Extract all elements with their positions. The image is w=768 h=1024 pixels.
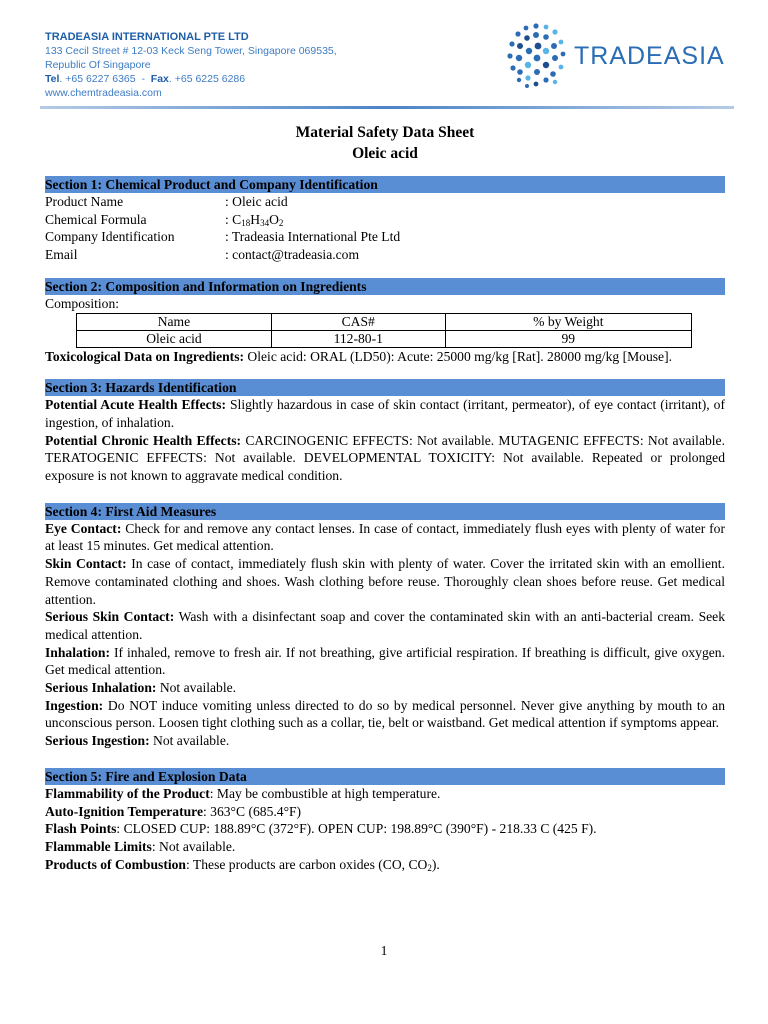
products-sub: 2	[427, 862, 432, 873]
fax-label: Fax	[150, 73, 169, 85]
acute-effects	[45, 396, 725, 431]
row-label: Product Name	[45, 194, 124, 209]
ingestion	[45, 697, 725, 732]
row-value: : contact@tradeasia.com	[225, 247, 360, 263]
flammable-limits-label: Flammable Limits	[45, 838, 152, 854]
tel-label: Tel	[45, 73, 60, 85]
inhalation-text: If inhaled, remove to fresh air. If not breathing, give artificial respiration. If breathing is difficult, give oxygen. Get medical attention.	[45, 644, 725, 678]
acute-label: Potential Acute Health Effects:	[45, 397, 227, 413]
inhalation-label: Inhalation:	[45, 644, 110, 660]
flash-points-label: Flash Points	[45, 821, 117, 837]
table-cell-cas: 112-80-1	[271, 330, 445, 347]
products-end: ).	[431, 856, 440, 872]
section-5-heading: Section 5: Fire and Explosion Data	[45, 768, 725, 785]
composition-label: Composition:	[45, 295, 120, 311]
skin-text: In case of contact, immediately flush skin with plenty of water. Cover the irritated skin with an emollient. Remove contaminated clothing and shoes. Wash clothing before reuse. Thoroughly clean shoes before reuse. Get medical attention.	[45, 556, 725, 607]
tel-number: . +65 6227 6365	[59, 73, 136, 85]
globe-logo-icon	[500, 20, 572, 92]
skin-contact	[45, 555, 725, 608]
serious-ingestion	[45, 732, 725, 750]
product-name-row	[45, 193, 725, 211]
row-label: Company Identification	[45, 229, 175, 245]
chronic-label: Potential Chronic Health Effects:	[45, 432, 242, 448]
company-address-line-2: Republic Of Singapore	[45, 59, 151, 71]
products-text: : These products are carbon oxides (CO, CO	[186, 856, 428, 872]
tox-label: Toxicological Data on Ingredients:	[45, 348, 245, 364]
serious-ingestion-text: Not available.	[149, 733, 230, 749]
logo-wordmark: TRADEASIA	[574, 42, 725, 70]
eye-text: Check for and remove any contact lenses. In case of contact, immediately flush eyes with plenty of water for at least 15 minutes. Get medical attention.	[45, 520, 726, 554]
composition-table	[76, 313, 692, 348]
formula-sub: 18	[241, 217, 251, 228]
section-3-heading: Section 3: Hazards Identification	[45, 379, 725, 396]
chronic-effects	[45, 432, 725, 485]
serious-ingestion-label: Serious Ingestion:	[45, 733, 150, 749]
company-website: www.chemtradeasia.com	[45, 87, 162, 99]
section-2-heading: Section 2: Composition and Information on Ingredients	[45, 278, 725, 295]
serious-skin-text: Wash with a disinfectant soap and cover the contaminated skin with an anti-bacterial cream. Seek medical attention.	[45, 609, 726, 642]
auto-ignition-text: : 363°C (685.4°F)	[202, 803, 302, 819]
products-of-combustion	[45, 856, 725, 874]
company-address-line-1: 133 Cecil Street # 12-03 Keck Seng Tower, Singapore 069535,	[45, 45, 337, 57]
chemical-formula-row	[45, 211, 725, 229]
row-label: Email	[45, 247, 78, 263]
serious-inhalation-text: Not available.	[156, 680, 237, 696]
flammability-label: Flammability of the Product	[45, 785, 210, 801]
ingestion-label: Ingestion:	[45, 697, 104, 713]
document-title: Material Safety Data Sheet	[295, 124, 475, 141]
row-value: : Oleic acid	[225, 194, 288, 209]
table-cell-weight: 99	[445, 330, 691, 347]
formula-prefix: : C	[225, 211, 242, 227]
serious-inhalation-label: Serious Inhalation:	[45, 680, 157, 696]
products-label: Products of Combustion	[45, 856, 186, 872]
toxicological-data	[45, 348, 725, 366]
row-value: : Tradeasia International Pte Ltd	[225, 229, 401, 245]
tradeasia-logo	[500, 20, 730, 90]
flash-points	[45, 820, 725, 838]
serious-skin-label: Serious Skin Contact:	[45, 609, 175, 625]
fax-number: . +65 6225 6286	[168, 73, 246, 85]
flammable-limits	[45, 838, 725, 856]
page-header	[0, 0, 768, 115]
table-header-row	[77, 313, 692, 330]
company-identification-row	[45, 228, 725, 246]
table-header-cas: CAS#	[271, 313, 445, 330]
flammability-text: : May be combustible at high temperature.	[209, 785, 441, 801]
formula-part: H	[250, 211, 261, 227]
email-row	[45, 246, 725, 264]
chronic-text: CARCINOGENIC EFFECTS: Not available. MUTAGENIC EFFECTS: Not available. TERATOGENIC EFFECTS: Not available. DEVELOPMENTAL TOXICITY: Not available. Repeated or prolonged exposure is not known to aggravate medical condition.	[45, 432, 725, 484]
table-header-name: Name	[77, 313, 272, 330]
section-1-heading: Section 1: Chemical Product and Company Identification	[45, 176, 725, 193]
auto-ignition-label: Auto-Ignition Temperature	[45, 803, 203, 819]
page-number: 1	[380, 943, 388, 958]
formula-sub: 2	[278, 217, 284, 228]
ingestion-text: Do NOT induce vomiting unless directed to do so by medical personnel. Never give anything by mouth to an unconscious person. Loosen tight clothing such as a collar, tie, belt or waistband. Get medical attention if symptoms appear.	[45, 697, 725, 731]
formula-part: O	[269, 211, 279, 227]
header-divider	[40, 106, 734, 109]
table-cell-name: Oleic acid	[77, 330, 272, 347]
skin-label: Skin Contact:	[45, 556, 127, 572]
table-header-weight: % by Weight	[445, 313, 691, 330]
acute-text: Slightly hazardous in case of skin contact (irritant, permeator), of eye contact (irritant), of ingestion, of inhalation.	[45, 397, 725, 430]
eye-contact	[45, 520, 725, 555]
inhalation	[45, 644, 725, 679]
table-row	[77, 330, 692, 347]
section-4-heading: Section 4: First Aid Measures	[45, 503, 725, 520]
flash-points-text: : CLOSED CUP: 188.89°C (372°F). OPEN CUP: 198.89°C (390°F) - 218.33 C (425 F).	[116, 821, 597, 837]
contact-separator: -	[141, 73, 145, 85]
document-subtitle: Oleic acid	[352, 145, 418, 162]
company-info	[45, 30, 337, 100]
row-label: Chemical Formula	[45, 211, 147, 227]
tox-text: Oleic acid: ORAL (LD50): Acute: 25000 mg/kg [Rat]. 28000 mg/kg [Mouse].	[244, 348, 673, 364]
eye-label: Eye Contact:	[45, 520, 122, 536]
flammability	[45, 785, 725, 803]
auto-ignition	[45, 803, 725, 821]
serious-inhalation	[45, 679, 725, 697]
company-name: TRADEASIA INTERNATIONAL PTE LTD	[45, 31, 249, 43]
formula-sub: 34	[260, 217, 270, 228]
document-body	[45, 122, 725, 873]
row-value	[225, 211, 283, 229]
flammable-limits-text: : Not available.	[151, 838, 236, 854]
company-contact	[45, 72, 337, 86]
serious-skin-contact	[45, 608, 725, 643]
